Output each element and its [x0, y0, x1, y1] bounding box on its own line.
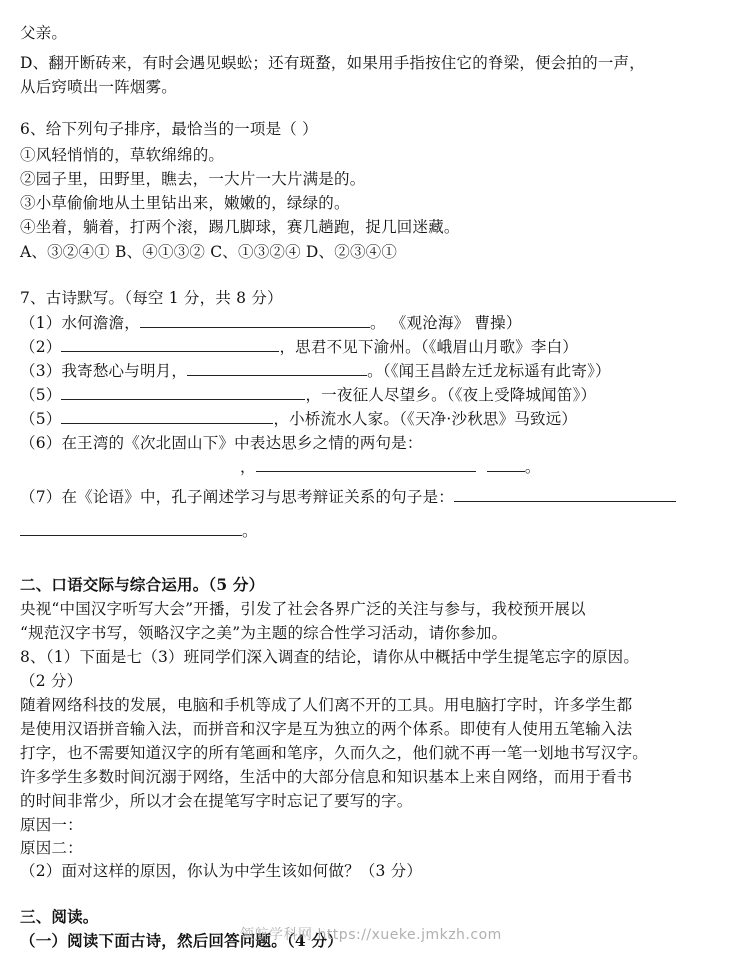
- option-sentence: ④坐着，躺着，打两个滚，踢几脚球，赛几趟跑，捉几回迷藏。: [20, 218, 460, 236]
- poem-text: （1）水何澹澹，: [20, 314, 140, 332]
- text-line: 父亲。: [20, 24, 68, 42]
- answer-blank[interactable]: [61, 408, 273, 424]
- poem-line-6: （6）在王湾的《次北固山下》中表达思乡之情的两句是：: [20, 434, 423, 452]
- option-sentence: ③小草偷偷地从土里钻出来，嫩嫩的，绿绿的。: [20, 194, 350, 212]
- paragraph-line: “规范汉字书写，领略汉字之美”为主题的综合性学习活动，请你参加。: [20, 624, 508, 642]
- poem-line-3: [20, 360, 611, 382]
- text-line: 从后窍喷出一阵烟雾。: [20, 78, 178, 96]
- section-2-heading: 二、口语交际与综合运用。（5 分）: [20, 575, 265, 594]
- poem-source: ，一夜征人尽望乡。（《夜上受降城闻笛》）: [305, 386, 597, 404]
- punctuation: 。: [524, 458, 541, 476]
- watermark: 领航学科网 https://xueke.jmkzh.com: [240, 927, 502, 943]
- punctuation: ，: [240, 458, 256, 476]
- answer-blank[interactable]: [256, 456, 476, 472]
- poem-source: 。 《观沧海》 曹操）: [369, 314, 522, 332]
- poem-text: （7）在《论语》中，孔子阐述学习与思考辩证关系的句子是：: [20, 488, 454, 506]
- paragraph-line: 许多学生多数时间沉溺于网络，生活中的大部分信息和知识基本上来自网络，而用于看书: [20, 768, 633, 786]
- paragraph-line: 央视“中国汉字听写大会”开播，引发了社会各界广泛的关注与参与，我校预开展以: [20, 600, 586, 618]
- poem-text: （5）: [20, 410, 62, 428]
- paragraph-line: 是使用汉语拼音输入法，而拼音和汉字是互为独立的两个体系。即使有人使用五笔输入法: [20, 720, 633, 738]
- poem-line-5: [20, 408, 577, 430]
- poem-source: ，小桥流水人家。（《天净·沙秋思》马致远）: [273, 410, 578, 428]
- section-3-subheading: （一）阅读下面古诗，然后回答问题。（4 分）: [20, 931, 343, 950]
- poem-source: ，思君不见下渝州。（《峨眉山月歌》李白）: [279, 338, 578, 356]
- reason-two-label: 原因二：: [20, 839, 83, 857]
- poem-line-7-cont: [20, 520, 258, 542]
- poem-text: （5）: [20, 386, 62, 404]
- score-note: （2 分）: [20, 672, 83, 690]
- text-line: D、翻开断砖来，有时会遇见蜈蚣；还有斑蝥，如果用手指按住它的脊梁，便会拍的一声，: [20, 54, 645, 72]
- poem-text: （2）: [20, 338, 62, 356]
- section-3-heading: 三、阅读。: [20, 907, 99, 926]
- answer-blank[interactable]: [187, 360, 367, 376]
- paragraph-line: 随着网络科技的发展，电脑和手机等成了人们离不开的工具。用电脑打字时，许多学生都: [20, 696, 633, 714]
- poem-line-7: [20, 486, 676, 508]
- answer-blank[interactable]: [20, 520, 242, 536]
- punctuation: 。: [242, 522, 258, 540]
- question-7-title: 7、古诗默写。（每空 1 分，共 8 分）: [20, 289, 283, 307]
- option-sentence: ①风轻悄悄的，草软绵绵的。: [20, 146, 225, 164]
- answer-blank[interactable]: [140, 312, 370, 328]
- option-sentence: ②园子里，田野里，瞧去，一大片一大片满是的。: [20, 170, 366, 188]
- question-8-title: 8、（1）下面是七（3）班同学们深入调查的结论，请你从中概括中学生提笔忘字的原因。: [20, 648, 640, 666]
- question-6-title: 6、给下列句子排序，最恰当的一项是（ ）: [20, 120, 318, 138]
- poem-source: 。（《闻王昌龄左迁龙标遥有此寄》）: [367, 362, 611, 380]
- question-8-part-2: （2）面对这样的原因，你认为中学生该如何做？（3 分）: [20, 862, 423, 880]
- poem-line-1: [20, 312, 522, 334]
- answer-blank[interactable]: [61, 336, 279, 352]
- poem-line-6-blanks: [240, 456, 541, 478]
- poem-text: （3）我寄愁心与明月，: [20, 362, 188, 380]
- answer-blank[interactable]: [454, 486, 676, 502]
- poem-line-4: [20, 384, 596, 406]
- answer-blank[interactable]: [61, 384, 305, 400]
- poem-line-2: [20, 336, 578, 358]
- paragraph-line: 打字，也不需要知道汉字的所有笔画和笔序，久而久之，他们就不再一笔一划地书写汉字。: [20, 744, 649, 762]
- paragraph-line: 的时间非常少，所以才会在提笔写字时忘记了要写的字。: [20, 792, 413, 810]
- answer-choices: A、③②④① B、④①③② C、①③②④ D、②③④①: [20, 243, 398, 261]
- answer-blank[interactable]: [487, 456, 525, 472]
- reason-one-label: 原因一：: [20, 816, 83, 834]
